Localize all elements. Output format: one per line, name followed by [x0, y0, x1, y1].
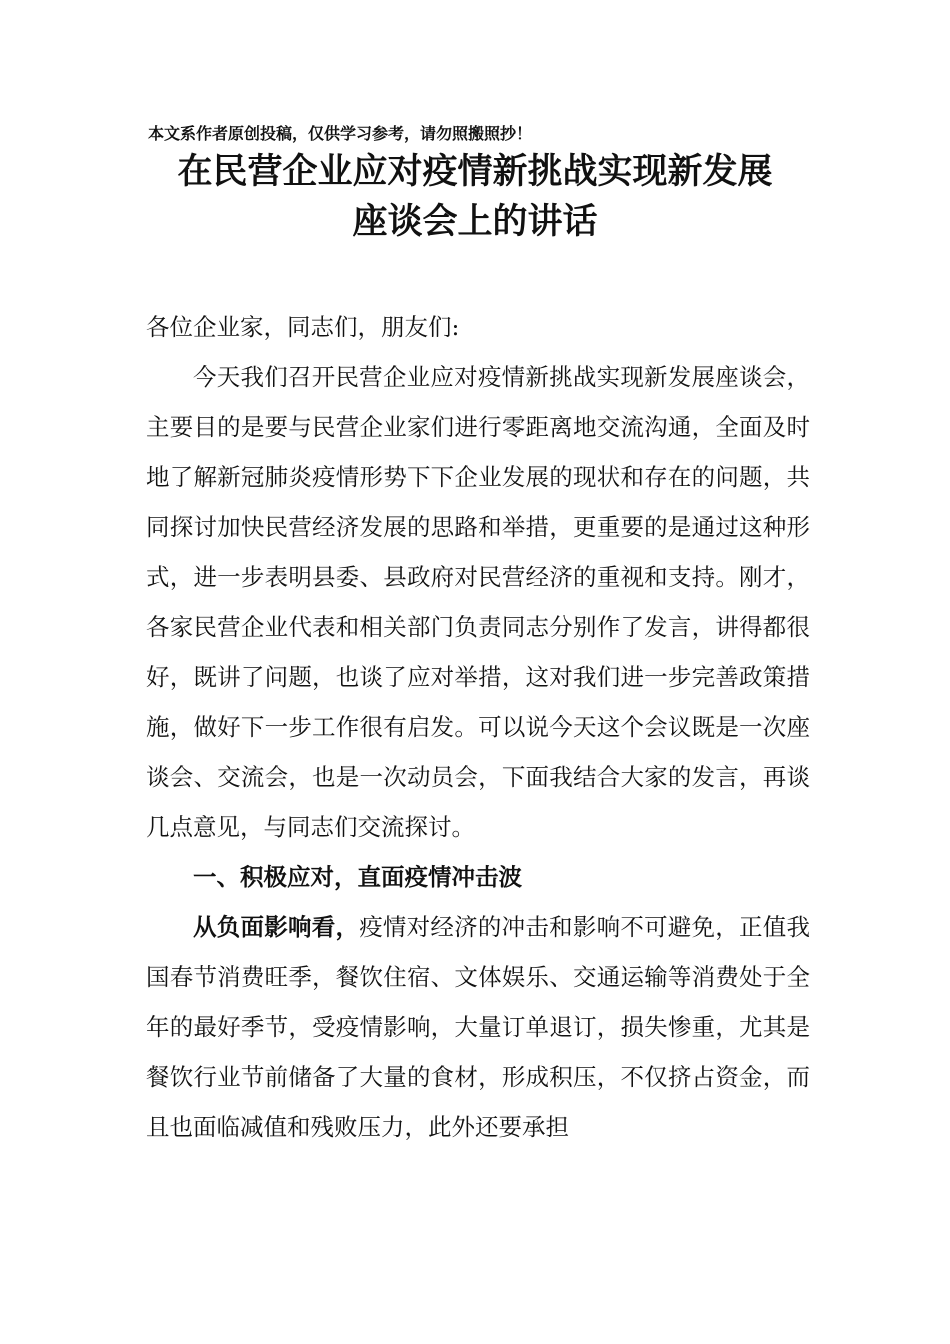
salutation: 各位企业家，同志们，朋友们: — [146, 313, 460, 341]
document-body — [146, 302, 810, 1152]
copyright-notice: 本文系作者原创投稿，仅供学习参考，请勿照搬照抄！ — [148, 124, 533, 143]
document-title-line-2: 座谈会上的讲话 — [352, 201, 598, 242]
paragraph-negative-impact — [146, 902, 810, 1152]
document-title-line-1: 在民营企业应对疫情新挑战实现新发展 — [177, 151, 773, 192]
paragraph-lead: 从负面影响看， — [193, 913, 360, 941]
paragraph-text: 疫情对经济的冲击和影响不可避免，正值我国春节消费旺季，餐饮住宿、文体娱乐、交通运输等消费处于全年的最好季节，受疫情影响，大量订单退订，损失惨重，尤其是餐饮行业节前储备了大量的食材，形成积压，不仅挤占资金，而且也面临减值和残败压力，此外还要承担 — [146, 913, 811, 1141]
section-heading-1: 一、积极应对，直面疫情冲击波 — [193, 863, 522, 891]
paragraph-intro: 今天我们召开民营企业应对疫情新挑战实现新发展座谈会，主要目的是要与民营企业家们进行零距离地交流沟通，全面及时地了解新冠肺炎疫情形势下下企业发展的现状和存在的问题，共同探讨加快民营经济发展的思路和举措，更重要的是通过这种形式，进一步表明县委、县政府对民营经济的重视和支持。刚才，各家民营企业代表和相关部门负责同志分别作了发言，讲得都很好，既讲了问题，也谈了应对举措，这对我们进一步完善政策措施，做好下一步工作很有启发。可以说今天这个会议既是一次座谈会、交流会，也是一次动员会，下面我结合大家的发言，再谈几点意见，与同志们交流探讨。 — [146, 363, 810, 841]
